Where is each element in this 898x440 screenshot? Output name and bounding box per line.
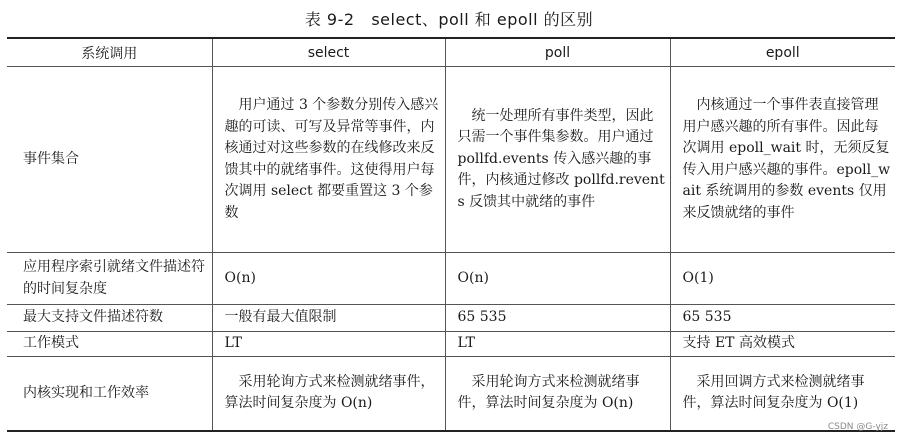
cell-select: O(n): [212, 253, 445, 305]
header-select: select: [212, 38, 445, 67]
row-event-set: [7, 67, 895, 253]
row-label: 应用程序索引就绪文件描述符的时间复杂度: [7, 253, 212, 305]
row-work-mode: [7, 332, 895, 357]
cell-select: 用户通过 3 个参数分别传入感兴趣的可读、可写及异常等事件，内核通过对这些参数的在线修改来反馈其中的就绪事件。这使得用户每次调用 select 都要重置这 3 个参数: [212, 67, 445, 253]
row-label: 内核实现和工作效率: [7, 357, 212, 431]
cell-select: LT: [212, 332, 445, 357]
row-max-fd: [7, 305, 895, 332]
cell-poll: O(n): [445, 253, 670, 305]
cell-epoll: O(1): [670, 253, 895, 305]
cell-poll: 统一处理所有事件类型，因此只需一个事件集参数。用户通过 pollfd.events 传入感兴趣的事件，内核通过修改 pollfd.revents 反馈其中就绪的事件: [445, 67, 670, 253]
cell-epoll: 采用回调方式来检测就绪事件，算法时间复杂度为 O(1): [670, 357, 895, 431]
header-system-call: 系统调用: [7, 38, 212, 67]
cell-poll: 65 535: [445, 305, 670, 332]
cell-epoll: 65 535: [670, 305, 895, 332]
cell-epoll: 内核通过一个事件表直接管理用户感兴趣的所有事件。因此每次调用 epoll_wait 时，无须反复传入用户感兴趣的事件。epoll_wait 系统调用的参数 events 仅用来反馈就绪的事件: [670, 67, 895, 253]
row-label: 最大支持文件描述符数: [7, 305, 212, 332]
watermark: CSDN @G-yjz: [827, 422, 888, 432]
row-kernel-efficiency: [7, 357, 895, 431]
table-title: 表 9-2 select、poll 和 epoll 的区别: [304, 10, 594, 29]
row-label: 事件集合: [7, 67, 212, 253]
cell-poll: LT: [445, 332, 670, 357]
table-body: [7, 67, 895, 431]
row-index-complexity: [7, 253, 895, 305]
comparison-table: [7, 37, 895, 432]
cell-epoll: 支持 ET 高效模式: [670, 332, 895, 357]
cell-select: 采用轮询方式来检测就绪事件，算法时间复杂度为 O(n): [212, 357, 445, 431]
table-header: [7, 38, 895, 67]
header-row: [7, 38, 895, 67]
cell-poll: 采用轮询方式来检测就绪事件，算法时间复杂度为 O(n): [445, 357, 670, 431]
row-label: 工作模式: [7, 332, 212, 357]
header-epoll: epoll: [670, 38, 895, 67]
header-poll: poll: [445, 38, 670, 67]
cell-select: 一般有最大值限制: [212, 305, 445, 332]
